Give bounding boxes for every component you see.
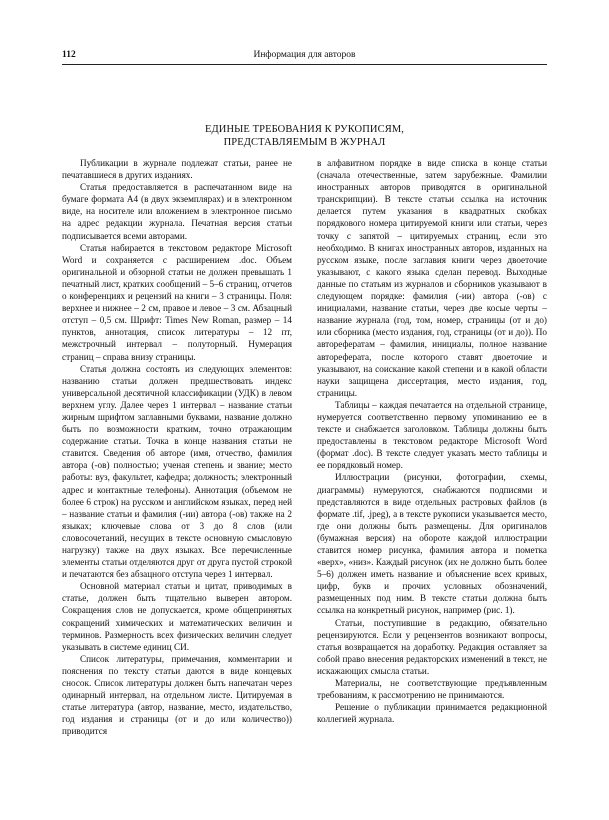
paragraph: Материалы, не соответствующие предъявленным требованиям, к рассмотрению не принимаются. [317,678,547,701]
running-header [62,48,547,62]
paragraph: Статья должна состоять из следующих элементов: названию статьи должен предшествовать индекс универсальной десятичной классификации (УДК) в левом верхнем углу. Далее через 1 интервал – название статьи жирным шрифтом заглавными буквами, название должно быть по возможности кратким, точно отражающим содержание статьи. Точка в конце названия статьи не ставится. Сведения об авторе (имя, отчество, фамилия автора (-ов) полностью; ученая степень и звание; место работы: вуз, факультет, кафедра; должность; электронный адрес и контактные телефоны). Аннотация (объемом не более 6 строк) на русском и английском языках, перед ней – название статьи и фамилия (-ии) автора (-ов) также на 2 языках; ключевые слова от 3 до 8 слов (или словосочетаний, несущих в тексте основную смысловую нагрузку) также на двух языках. Все перечисленные элементы статьи отделяются друг от друга пустой строкой и печатаются без абзацного отступа через 1 интервал. [62,363,292,580]
paragraph: Статьи, поступившие в редакцию, обязательно рецензируются. Если у рецензентов возникают вопросы, статья возвращается на доработку. Редакция оставляет за собой право внесения редакторских изменений в текст, не искажающих смысла статьи. [317,617,547,676]
header-rule [62,64,547,65]
paragraph: Иллюстрации (рисунки, фотографии, схемы, диаграммы) нумеруются, снабжаются подписями и представляются в виде отдельных растровых файлов (в формате .tif, .jpeg), а в тексте рукописи указывается место, где они должны быть размещены. Для оригиналов (бумажная версия) на обороте каждой иллюстрации ставится номер рисунка, фамилия автора и пометка «верх», «низ». Каждый рисунок (их не должно быть более 5–6) должен иметь название и объяснение всех кривых, цифр, букв и прочих условных обозначений, размещенных под ним. В тексте статьи должна быть ссылка на конкретный рисунок, например (рис. 1). [317,472,547,616]
title-line-1: ЕДИНЫЕ ТРЕБОВАНИЯ К РУКОПИСЯМ, [205,124,404,135]
title-line-2: ПРЕДСТАВЛЯЕМЫМ В ЖУРНАЛ [223,136,386,148]
paragraph: Основной материал статьи и цитат, приводимых в статье, должен быть тщательно выверен автором. Сокращения слов не допускается, кроме общепринятых сокращений химических и математических величин и терминов. Размерность всех физических величин следует указывать в системе единиц СИ. [62,581,292,652]
paragraph: Статья набирается в текстовом редакторе Microsoft Word и сохраняется с расширением .doc. Объем оригинальной и обзорной статьи не должен превышать 1 печатный лист, кратких сообщений – 5–6 страниц, отчетов о конференциях и рецензий на книги – 3 страницы. Поля: верхнее и нижнее – 2 см, правое и левое – 3 см. Абзацный отступ – 0,5 см. Шрифт: Times New Roman, размер – 14 пунктов, аннотация, список литературы – 12 пт, межстрочный интервал – полуторный. Нумерация страниц – справа внизу страницы. [62,242,292,362]
paragraph-continued: в алфавитном порядке в виде списка в конце статьи (сначала отечественные, затем зарубежные. Фамилии иностранных авторов приводятся в оригинальной транскрипции). В тексте статьи ссылка на источник делается путем указания в квадратных скобках порядкового номера цитируемой книги или статьи, через точку с запятой – цитируемых страниц, если это необходимо. В книгах иностранных авторов, изданных на русском языке, после заглавия книги через двоеточие указывают, с какого языка сделан перевод. Выходные данные по статьям из журналов и сборников указывают в следующем порядке: фамилия (-ии) автора (-ов) с инициалами, название статьи, через две косые черты – название журнала (год, том, номер, страницы (от и до) или сборника (место издания, год, страницы (от и до)). По авторефератам – фамилия, инициалы, полное название автореферата, после которого ставят двоеточие и указывают, на соискание какой степени и в какой области науки защищена диссертация, место издания, год, страницы. [317,158,547,398]
paragraph: Статья предоставляется в распечатанном виде на бумаге формата А4 (в двух экземплярах) и в электронном виде, на носителе или вложением в электронное письмо на адрес редакции журнала. Печатная версия статьи подписывается всеми авторами. [62,182,292,241]
right-column [317,157,547,725]
left-column [62,157,292,738]
running-title: Информация для авторов [253,50,356,60]
page-number: 112 [62,50,76,60]
paragraph: Решение о публикации принимается редакционной коллегией журнала. [317,702,547,725]
paragraph: Список литературы, примечания, комментарии и пояснения по тексту статьи даются в виде концевых сносок. Список литературы должен быть напечатан через одинарный интервал, на отдельном листе. Цитируемая в статье литература (автор, название, место, издательство, год издания и страницы (от и до или количество)) приводится [62,653,292,737]
paragraph: Публикации в журнале подлежат статьи, ранее не печатавшиеся в других изданиях. [62,158,292,181]
article-title [62,124,547,149]
paragraph: Таблицы – каждая печатается на отдельной странице, нумеруется соответственно первому упоминанию ее в тексте и снабжается заголовком. Таблицы должны быть предоставлены в текстовом редакторе Microsoft Word (формат .doc). В тексте следует указать место таблицы и ее порядковый номер. [317,399,547,471]
